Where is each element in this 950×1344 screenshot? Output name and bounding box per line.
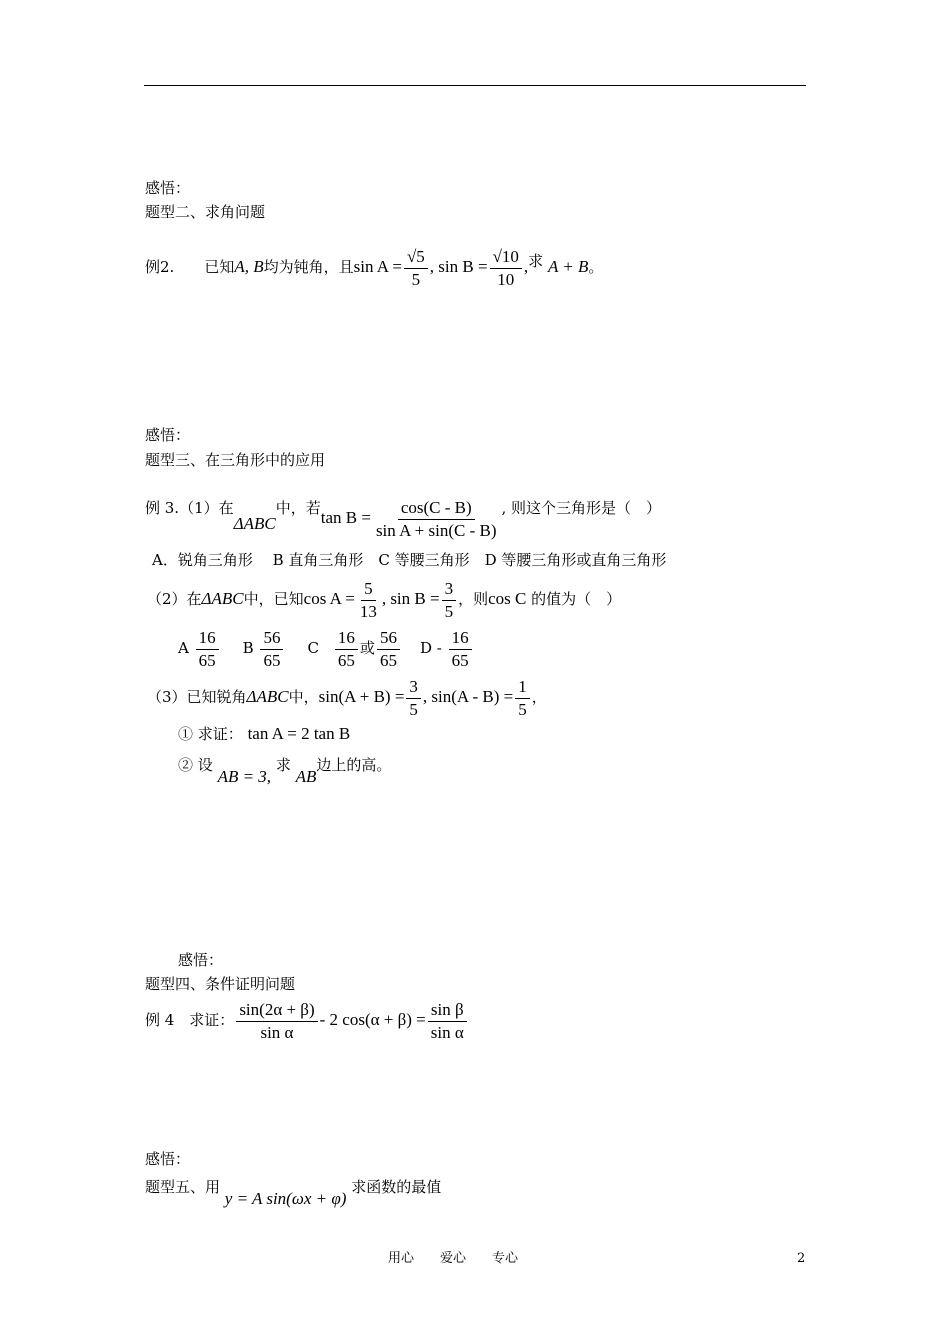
example-3-part-1: 例 3.（1）在ΔABC中，若tan B = $\frac{\cos(C - B)}{\text{sin A + sin(C - B)}}$ , 则这个三角形是（ ） bbox=[145, 497, 662, 540]
math-sinA: sin A = bbox=[353, 257, 402, 276]
section-title-2: 题型二、求角问题 bbox=[145, 203, 266, 221]
fraction-tanB: $\frac{\cos(C - B)}{\text{sin A + sin(C - B)}}$ bbox=[375, 497, 497, 540]
fraction-sinA: $\frac{√5}{5}$ bbox=[404, 246, 428, 291]
math-ab: A, B bbox=[234, 257, 264, 276]
example-4: 例 4 求证： $\frac{\sin(2\alpha + \beta)}{\text{sin α}}$ - 2 cos(α + β) = $\frac{\text{sin β}}{\text{sin α}}$ bbox=[145, 996, 469, 1044]
fraction-sinB: $\frac{3}{5}$ bbox=[442, 578, 457, 623]
example-2: 例2. 已知A, B均为钝角，且sin A = $\frac{√5}{5}$ , sin B = $\frac{√10}{10}$ ,求 A + B。 bbox=[145, 246, 604, 289]
section-title-4: 题型四、条件证明问题 bbox=[145, 975, 296, 993]
fraction-cosA: $\frac{5}{13}$ bbox=[359, 578, 377, 621]
example-3-q1: ① 求证： tan A = 2 tan B bbox=[178, 724, 351, 743]
example-3-options: A．锐角三角形 B 直角三角形 C 等腰三角形 D 等腰三角形或直角三角形 bbox=[152, 551, 667, 569]
ganwu-label: 感悟： bbox=[145, 426, 191, 444]
math-a-plus-b: A + B bbox=[547, 257, 589, 276]
choice-c: C bbox=[307, 639, 319, 657]
choice-a: A bbox=[178, 639, 189, 657]
example-3-part-2: （2）在ΔABC中，已知cos A = $\frac{5}{13}$ , sin B = $\frac{3}{5}$ ，则cos C 的值为（ ） bbox=[147, 578, 622, 621]
header-rule bbox=[144, 85, 806, 86]
math-triangle: ΔABC bbox=[233, 514, 276, 533]
ganwu-label: 感悟： bbox=[145, 1150, 191, 1168]
fraction-right: $\frac{\text{sin β}}{\text{sin α}}$ bbox=[428, 999, 467, 1044]
choice-d: D - bbox=[419, 639, 442, 657]
math-sine-function: y = A sin(ωx + φ) bbox=[224, 1189, 347, 1208]
math-triangle: ΔABC bbox=[201, 589, 244, 608]
example-3-part-3: （3）已知锐角ΔABC中，sin(A + B) = $\frac{3}{5}$ , sin(A - B) = $\frac{1}{5}$ ， bbox=[147, 676, 547, 719]
ganwu-label: 感悟： bbox=[145, 179, 191, 197]
example-3-choices: A $\frac{16}{65}$ B $\frac{56}{65}$ C $\frac{16}{65}$ 或 $\frac{56}{65}$ D - $\frac{16}{65}$ bbox=[178, 624, 474, 672]
math-tanB: tan B = bbox=[320, 508, 371, 527]
example-3-q2: ② 设 AB = 3, 求 AB边上的高。 bbox=[178, 756, 392, 786]
section-title-5: 题型五、用 y = A sin(ωx + φ) 求函数的最值 bbox=[145, 1178, 442, 1208]
fraction-sinB: $\frac{√10}{10}$ bbox=[490, 246, 522, 291]
fraction-left: $\frac{\sin(2\alpha + \beta)}{\text{sin α}}$ bbox=[236, 999, 317, 1044]
math-triangle: ΔABC bbox=[246, 687, 289, 706]
choice-b: B bbox=[242, 639, 254, 657]
example-label: 例2. bbox=[145, 258, 175, 276]
math-tan-identity: tan A = 2 tan B bbox=[247, 724, 351, 743]
section-title-3: 题型三、在三角形中的应用 bbox=[145, 451, 326, 469]
footer-motto: 用心 爱心 专心 bbox=[388, 1251, 519, 1266]
ganwu-label: 感悟： bbox=[178, 951, 224, 969]
page-number: 2 bbox=[797, 1251, 806, 1266]
